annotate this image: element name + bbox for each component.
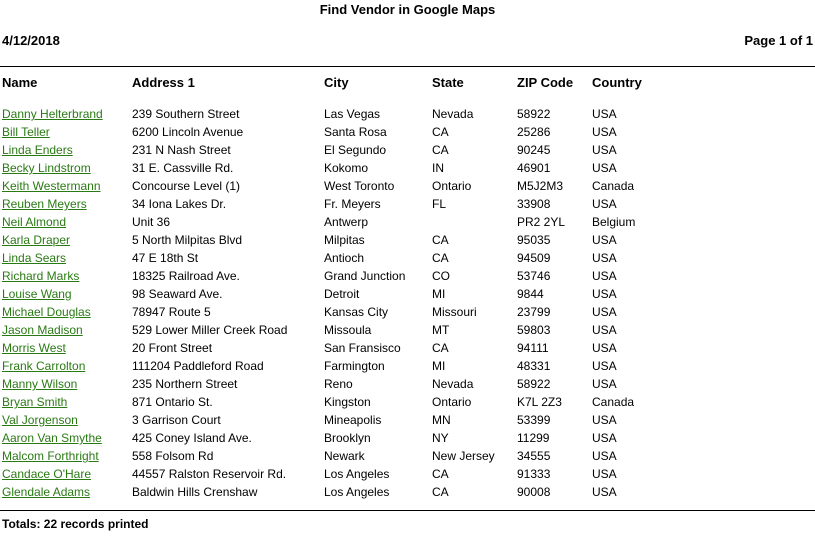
country-cell: USA <box>592 431 617 445</box>
table-row <box>0 430 815 448</box>
table-row <box>0 286 815 304</box>
country-cell: Belgium <box>592 215 636 229</box>
zip-cell: 9844 <box>517 287 544 301</box>
vendor-name-link[interactable]: Morris West <box>2 341 66 355</box>
zip-cell: 53399 <box>517 413 551 427</box>
table-row <box>0 232 815 250</box>
vendor-name-link[interactable]: Malcom Forthright <box>2 449 99 463</box>
vendor-name-link[interactable]: Michael Douglas <box>2 305 91 319</box>
country-cell: USA <box>592 467 617 481</box>
city-cell: Antioch <box>324 251 365 265</box>
table-row <box>0 304 815 322</box>
vendor-name-link[interactable]: Reuben Meyers <box>2 197 87 211</box>
country-cell: USA <box>592 143 617 157</box>
city-cell: Las Vegas <box>324 107 381 121</box>
report-title: Find Vendor in Google Maps <box>319 2 496 17</box>
address-cell: 529 Lower Miller Creek Road <box>132 323 288 337</box>
state-cell: MT <box>432 323 450 337</box>
totals-text: Totals: 22 records printed <box>2 517 149 531</box>
zip-cell: 53746 <box>517 269 551 283</box>
footer-rule <box>0 510 815 511</box>
city-cell: Kansas City <box>324 305 389 319</box>
report-date: 4/12/2018 <box>2 33 60 48</box>
state-cell: MI <box>432 287 446 301</box>
zip-cell: 91333 <box>517 467 551 481</box>
table-row <box>0 376 815 394</box>
vendor-name-link[interactable]: Karla Draper <box>2 233 71 247</box>
column-header-address: Address 1 <box>132 75 195 90</box>
state-cell: Ontario <box>432 395 472 409</box>
address-cell: 111204 Paddleford Road <box>132 359 264 373</box>
table-row <box>0 160 815 178</box>
state-cell: NY <box>432 431 449 445</box>
country-cell: USA <box>592 251 617 265</box>
city-cell: Fr. Meyers <box>324 197 381 211</box>
country-cell: USA <box>592 233 617 247</box>
country-cell: USA <box>592 287 617 301</box>
address-cell: 5 North Milpitas Blvd <box>132 233 243 247</box>
table-row <box>0 322 815 340</box>
address-cell: 34 Iona Lakes Dr. <box>132 197 227 211</box>
vendor-name-link[interactable]: Frank Carrolton <box>2 359 86 373</box>
country-cell: USA <box>592 413 617 427</box>
table-row <box>0 412 815 430</box>
table-row <box>0 250 815 268</box>
city-cell: Santa Rosa <box>324 125 387 139</box>
table-row <box>0 214 815 232</box>
zip-cell: M5J2M3 <box>517 179 564 193</box>
table-row <box>0 124 815 142</box>
city-cell: Mineapolis <box>324 413 382 427</box>
country-cell: USA <box>592 269 617 283</box>
address-cell: 20 Front Street <box>132 341 213 355</box>
zip-cell: 46901 <box>517 161 551 175</box>
address-cell: Concourse Level (1) <box>132 179 241 193</box>
table-row <box>0 196 815 214</box>
city-cell: Kokomo <box>324 161 369 175</box>
state-cell: FL <box>432 197 447 211</box>
address-cell: 558 Folsom Rd <box>132 449 214 463</box>
address-cell: 231 N Nash Street <box>132 143 231 157</box>
address-cell: Baldwin Hills Crenshaw <box>132 485 258 499</box>
city-cell: El Segundo <box>324 143 387 157</box>
city-cell: Farmington <box>324 359 385 373</box>
state-cell: CO <box>432 269 450 283</box>
table-row <box>0 394 815 412</box>
table-row <box>0 340 815 358</box>
state-cell: New Jersey <box>432 449 495 463</box>
vendor-name-link[interactable]: Val Jorgenson <box>2 413 78 427</box>
country-cell: USA <box>592 377 617 391</box>
country-cell: USA <box>592 161 617 175</box>
city-cell: Reno <box>324 377 353 391</box>
country-cell: USA <box>592 449 617 463</box>
vendor-name-link[interactable]: Glendale Adams <box>2 485 91 499</box>
state-cell: CA <box>432 341 449 355</box>
country-cell: Canada <box>592 395 635 409</box>
country-cell: USA <box>592 305 617 319</box>
city-cell: Antwerp <box>324 215 369 229</box>
address-cell: 871 Ontario St. <box>132 395 213 409</box>
state-cell: CA <box>432 251 449 265</box>
city-cell: Los Angeles <box>324 485 390 499</box>
address-cell: 44557 Ralston Reservoir Rd. <box>132 467 287 481</box>
address-cell: 425 Coney Island Ave. <box>132 431 252 445</box>
address-cell: 98 Seaward Ave. <box>132 287 223 301</box>
state-cell: MI <box>432 359 446 373</box>
address-cell: 31 E. Cassville Rd. <box>132 161 234 175</box>
zip-cell: 33908 <box>517 197 551 211</box>
vendor-name-link[interactable]: Neil Almond <box>2 215 67 229</box>
zip-cell: 58922 <box>517 107 551 121</box>
country-cell: Canada <box>592 179 635 193</box>
address-cell: Unit 36 <box>132 215 171 229</box>
city-cell: Los Angeles <box>324 467 390 481</box>
address-cell: 235 Northern Street <box>132 377 238 391</box>
city-cell: West Toronto <box>324 179 395 193</box>
zip-cell: 48331 <box>517 359 551 373</box>
vendor-rows <box>0 106 815 502</box>
vendor-name-link[interactable]: Bill Teller <box>2 125 50 139</box>
page-number: Page 1 of 1 <box>744 33 813 48</box>
city-cell: Detroit <box>324 287 360 301</box>
state-cell: CA <box>432 233 449 247</box>
address-cell: 6200 Lincoln Avenue <box>132 125 244 139</box>
address-cell: 239 Southern Street <box>132 107 240 121</box>
state-cell: CA <box>432 143 449 157</box>
vendor-name-link[interactable]: Candace O'Hare <box>2 467 92 481</box>
column-headers <box>0 75 815 93</box>
vendor-name-link[interactable]: Aaron Van Smythe <box>2 431 102 445</box>
zip-cell: 58922 <box>517 377 551 391</box>
zip-cell: 94111 <box>517 341 549 355</box>
table-row <box>0 448 815 466</box>
vendor-name-link[interactable]: Keith Westermann <box>2 179 101 193</box>
city-cell: Newark <box>324 449 365 463</box>
vendor-name-link[interactable]: Jason Madison <box>2 323 83 337</box>
state-cell: Nevada <box>432 377 474 391</box>
city-cell: Milpitas <box>324 233 365 247</box>
zip-cell: 90245 <box>517 143 551 157</box>
city-cell: Brooklyn <box>324 431 371 445</box>
zip-cell: 23799 <box>517 305 551 319</box>
state-cell: MN <box>432 413 451 427</box>
table-row <box>0 358 815 376</box>
zip-cell: 59803 <box>517 323 551 337</box>
country-cell: USA <box>592 485 617 499</box>
zip-cell: 34555 <box>517 449 551 463</box>
state-cell: Ontario <box>432 179 472 193</box>
city-cell: Kingston <box>324 395 371 409</box>
table-row <box>0 484 815 502</box>
vendor-name-link[interactable]: Danny Helterbrand <box>2 107 103 121</box>
table-row <box>0 268 815 286</box>
vendor-name-link[interactable]: Bryan Smith <box>2 395 68 409</box>
country-cell: USA <box>592 323 617 337</box>
state-cell: CA <box>432 125 449 139</box>
column-header-city: City <box>324 75 349 90</box>
vendor-name-link[interactable]: Louise Wang <box>2 287 72 301</box>
address-cell: 47 E 18th St <box>132 251 199 265</box>
country-cell: USA <box>592 341 617 355</box>
table-row <box>0 466 815 484</box>
table-row <box>0 106 815 124</box>
state-cell: IN <box>432 161 444 175</box>
column-header-country: Country <box>592 75 642 90</box>
address-cell: 3 Garrison Court <box>132 413 221 427</box>
address-cell: 78947 Route 5 <box>132 305 211 319</box>
column-header-zip: ZIP Code <box>517 75 574 90</box>
column-header-state: State <box>432 75 464 90</box>
vendor-name-link[interactable]: Linda Enders <box>2 143 73 157</box>
city-cell: San Fransisco <box>324 341 401 355</box>
country-cell: USA <box>592 107 617 121</box>
country-cell: USA <box>592 359 617 373</box>
city-cell: Missoula <box>324 323 372 337</box>
vendor-name-link[interactable]: Richard Marks <box>2 269 80 283</box>
zip-cell: 95035 <box>517 233 551 247</box>
vendor-name-link[interactable]: Manny Wilson <box>2 377 78 391</box>
table-row <box>0 142 815 160</box>
state-cell: CA <box>432 467 449 481</box>
column-header-name: Name <box>2 75 38 90</box>
state-cell: CA <box>432 485 449 499</box>
zip-cell: 94509 <box>517 251 551 265</box>
state-cell: Nevada <box>432 107 474 121</box>
city-cell: Grand Junction <box>324 269 406 283</box>
zip-cell: K7L 2Z3 <box>517 395 562 409</box>
vendor-name-link[interactable]: Linda Sears <box>2 251 67 265</box>
header-rule <box>0 66 815 67</box>
country-cell: USA <box>592 197 617 211</box>
zip-cell: PR2 2YL <box>517 215 566 229</box>
zip-cell: 25286 <box>517 125 551 139</box>
zip-cell: 11299 <box>517 431 550 445</box>
country-cell: USA <box>592 125 617 139</box>
address-cell: 18325 Railroad Ave. <box>132 269 240 283</box>
zip-cell: 90008 <box>517 485 551 499</box>
state-cell: Missouri <box>432 305 477 319</box>
vendor-name-link[interactable]: Becky Lindstrom <box>2 161 91 175</box>
table-row <box>0 178 815 196</box>
